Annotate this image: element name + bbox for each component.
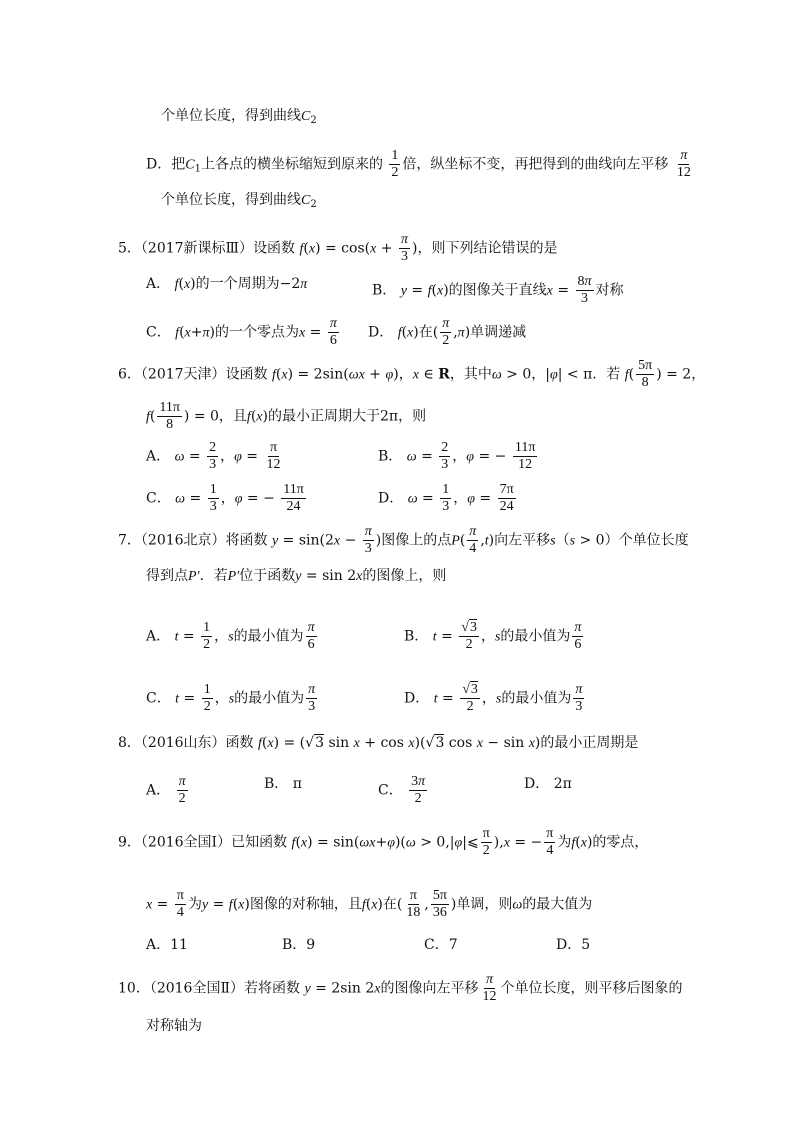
question-6-option-d: D． ω = $\frac{1}{3}$ ，φ = $\frac{7\pi}{24}$: [378, 482, 514, 514]
question-10-stem: 10．（2016全国Ⅱ）若将函数 y = 2sin 2x的图像向左平移 $\frac{\pi}{12}$ 个单位长度，则平移后图象的: [118, 972, 683, 1004]
question-7-option-a: A． t = $\frac{1}{2}$ ，s的最小值为 $\frac{\pi}{6}$: [146, 620, 315, 652]
question-6-line2: f( $\frac{11\pi}{8}$ ) = 0，且f(x)的最小正周期大于2π，则: [146, 400, 427, 432]
question-9-line2: x = $\frac{\pi}{4}$ 为y = f(x)图像的对称轴，且f(x)在( $\frac{\pi}{18}$ , $\frac{5\pi}{36}$ )单调，则ω的最大值为: [146, 888, 593, 920]
question-9-option-c: C．7: [424, 937, 458, 953]
question-5-option-d: D． f(x)在( $\frac{\pi}{2}$ ,π)单调递减: [368, 316, 527, 348]
question-8-option-b: B． π: [264, 776, 302, 792]
question-9-stem: 9．（2016全国Ⅰ）已知函数 f(x) = sin(ωx+φ)(ω > 0,|φ|⩽ $\frac{\pi}{2}$ ),x = − $\frac{\pi}{4}$ 为f(x)的零点，: [118, 826, 649, 858]
question-5-option-c: C． f(x+π)的一个零点为x = $\frac{\pi}{6}$: [146, 316, 337, 348]
question-8-option-a: A． $\frac{\pi}{2}$: [146, 774, 186, 806]
question-7-line2: 得到点P′．若P′位于函数y = sin 2x的图像上，则: [146, 568, 447, 584]
question-5-option-b: B． y = f(x)的图像关于直线x = $\frac{8\pi}{3}$ 对称: [372, 274, 624, 306]
question-9-option-d: D．5: [556, 937, 591, 953]
question-9-option-b: B．9: [282, 937, 316, 953]
question-8-stem: 8．（2016山东）函数 f(x) = (√3 sin x + cos x)(√3 cos x − sin x)的最小正周期是: [118, 735, 639, 751]
question-7-option-b: B． t = $\frac{√3}{2}$ ，s的最小值为 $\frac{\pi}{6}$: [404, 620, 582, 652]
q4-c-line: 个单位长度，得到曲线$C_2$: [161, 108, 317, 126]
question-7-option-d: D． t = $\frac{√3}{2}$ ，s的最小值为 $\frac{\pi}{3}$: [404, 682, 583, 714]
question-7-option-c: C． t = $\frac{1}{2}$ ，s的最小值为 $\frac{\pi}{3}$: [146, 682, 316, 714]
question-9-option-a: A．11: [146, 937, 188, 953]
question-6-option-a: A． ω = $\frac{2}{3}$ ，φ = $\frac{\pi}{12}$: [146, 440, 281, 472]
question-10-line2: 对称轴为: [146, 1018, 202, 1034]
fraction: $\frac{\pi}{12}$: [676, 148, 691, 180]
question-8-option-d: D． 2π: [524, 776, 572, 792]
question-5-option-a: A． f(x)的一个周期为−2π: [146, 276, 308, 292]
question-8-option-c: C． $\frac{3\pi}{2}$: [378, 774, 426, 806]
question-6-option-b: B． ω = $\frac{2}{3}$ ，φ = − $\frac{11\pi}{12}$: [378, 440, 536, 472]
question-6-option-c: C． ω = $\frac{1}{3}$ ，φ = − $\frac{11\pi}{24}$: [146, 482, 304, 514]
fraction: $\frac{1}{2}$: [391, 148, 399, 180]
question-5-stem: 5．（2017新课标Ⅲ）设函数 f(x) = cos(x + $\frac{\pi}{3}$ )，则下列结论错误的是: [118, 232, 558, 264]
q4-d-line2: 个单位长度，得到曲线$C_2$: [161, 192, 317, 210]
question-7-stem: 7．（2016北京）将函数 y = sin(2x − $\frac{\pi}{3}$ )图像上的点P( $\frac{\pi}{4}$ ,t)向左平移s（s > 0）个单位长度: [118, 524, 689, 556]
q4-option-d: D．把$C_1$上各点的横坐标缩短到原来的 $\frac{1}{2}$ 倍，纵坐标不变，再把得到的曲线向左平移 $\frac{\pi}{12}$: [146, 148, 691, 180]
question-6-stem: 6．（2017天津）设函数 f(x) = 2sin(ωx + φ)，x ∈ R，其中ω > 0，|φ| < π．若 f( $\frac{5\pi}{8}$ ) = 2，: [118, 358, 706, 390]
